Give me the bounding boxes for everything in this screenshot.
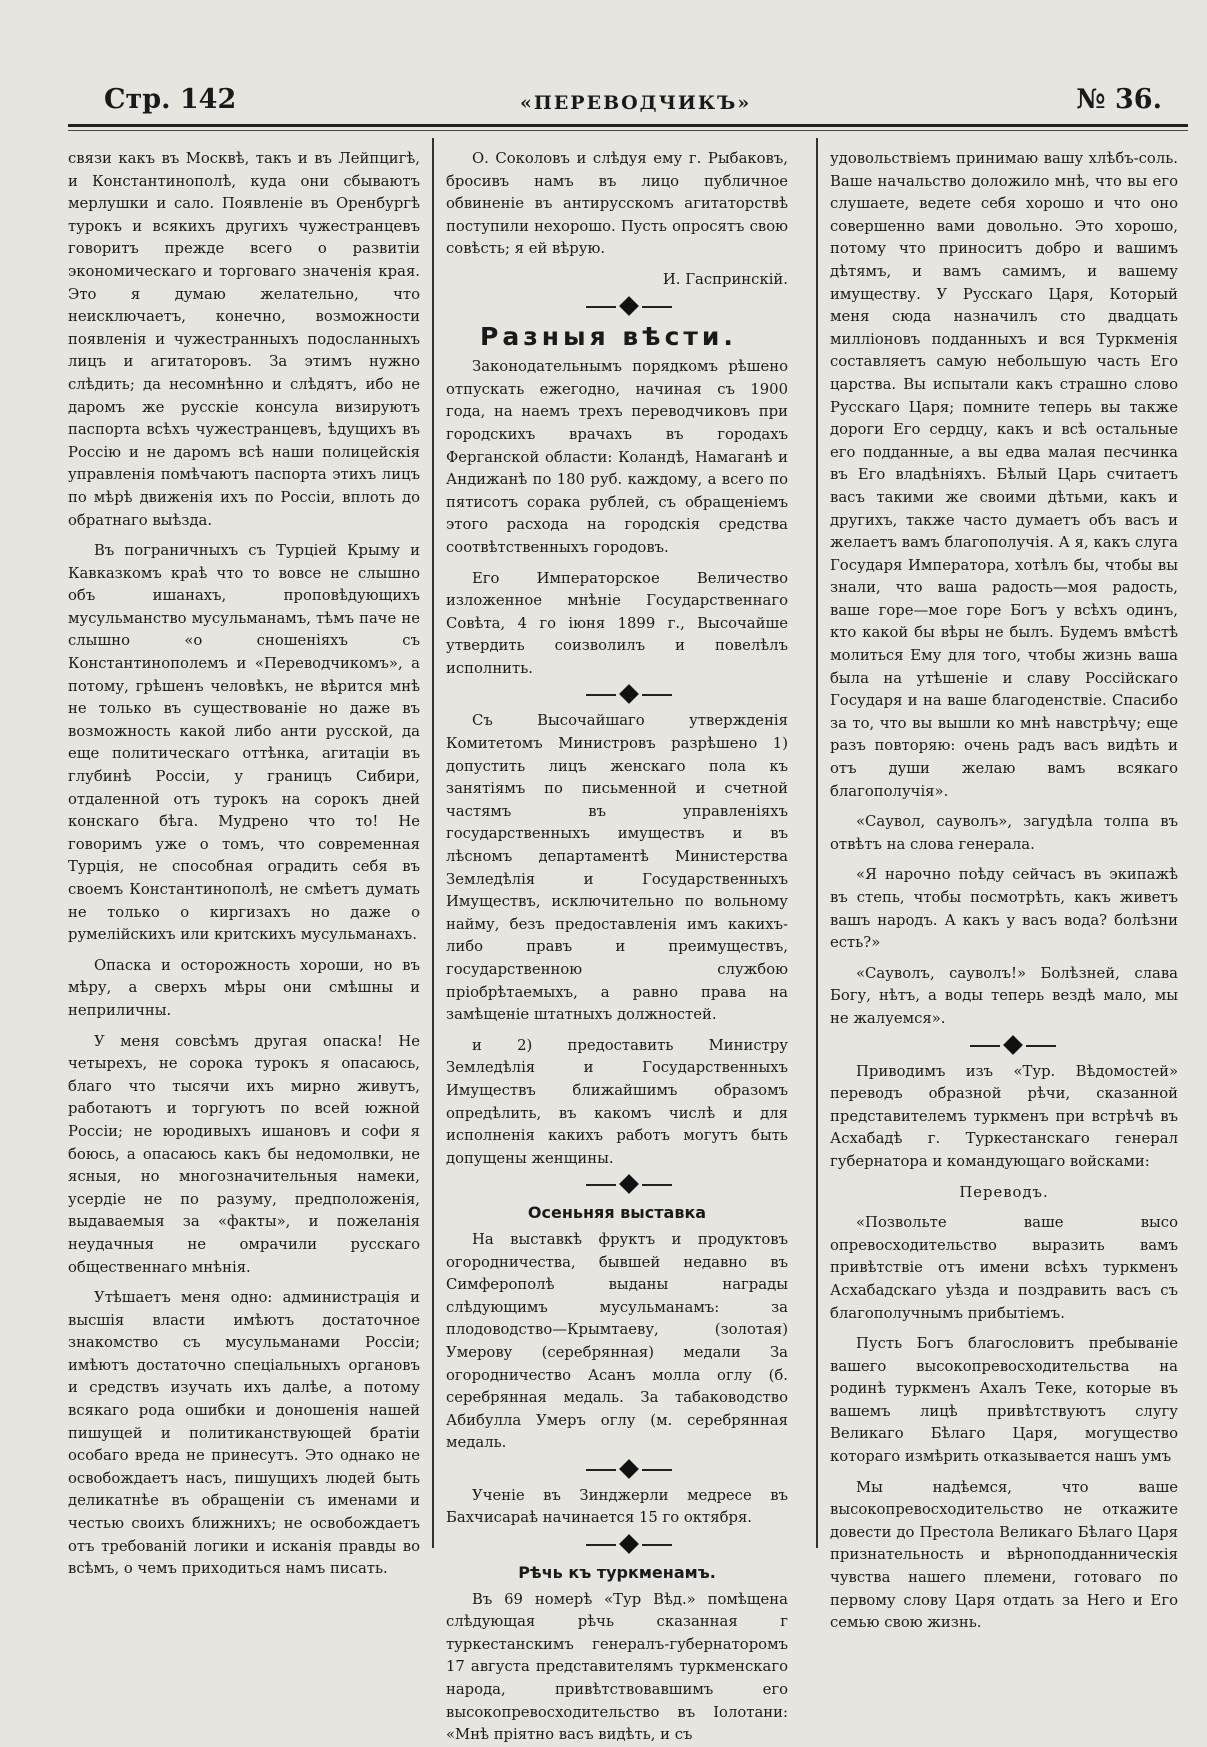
- paragraph: Приводимъ изъ «Тур. Вѣдомостей» переводъ образной рѣчи, сказанной представителемъ туркменъ при встрѣчѣ въ Асхабадѣ г. Туркестанскаго генерал губернатора и командующаго войсками:: [830, 1062, 1178, 1170]
- column-divider-2: [816, 138, 818, 1548]
- paragraph: удовольствіемъ принимаю вашу хлѣбъ-соль. Ваше начальство доложило мнѣ, что вы его слушаете, ведете себя хорошо и что оно совершенно вами довольно. Это хорошо, потому что приноситъ добро и вашимъ дѣтямъ, и вамъ самимъ, и вашему имуществу. У Русскаго Царя, Который меня сюда назначилъ сто двадцать милліоновъ подданныхъ и вся Туркменія составляетъ самую небольшую часть Его царства. Вы испытали какъ страшно слово Русскаго Царя; помните теперь вы также дороги Его сердцу, какъ и всѣ остальные его подданные, а вы едва малая песчинка въ Его владѣніяхъ. Бѣлый Царь считаетъ васъ такими же своими дѣтьми, какъ и другихъ, также часто думаетъ объ васъ и желаетъ вамъ благополучія. А я, какъ слуга Государя Императора, хотѣлъ бы, чтобы вы знали, что ваша радость—моя радость, ваше горе—мое горе Богъ у всѣхъ одинъ, кто какой бы вѣры не былъ. Будемъ вмѣстѣ молиться Ему для того, чтобы жизнь ваша была на утѣшеніе и славу Россійскаго Государя и на ваше благоденствіе. Спасибо за то, что вы вышли ко мнѣ навстрѣчу; еще разъ повторяю: очень радъ васъ видѣть и отъ души желаю вамъ всякаго благополучія».: [830, 150, 1178, 800]
- article-heading: Осеньняя выставка: [527, 1203, 707, 1223]
- paragraph: Мы надѣемся, что ваше высокопревосходительство не откажите довести до Престола Великаго Бѣлаго Царя признательность и вѣрноподданническія чувства нашего племени, готоваго по первому слову Царя отдать за Него и Его семью свою жизнь.: [830, 1478, 1178, 1632]
- translation-label: Переводъ.: [959, 1183, 1049, 1201]
- signature: И. Гаспринскій.: [662, 270, 788, 288]
- paragraph: «Саувол, сауволъ», загудѣла толпа въ отвѣтъ на слова генерала.: [830, 813, 1178, 853]
- issue-number: № 36.: [1076, 84, 1162, 115]
- column-2: [446, 148, 788, 1747]
- paragraph: О. Соколовъ и слѣдуя ему г. Рыбаковъ, бросивъ намъ въ лицо публичное обвиненіе въ антирусскомъ агитаторствѣ поступили нехорошо. Пусть опросятъ свою совѣсть; я ей вѣрую.: [446, 150, 788, 258]
- paragraph: Законодательнымъ порядкомъ рѣшено отпускать ежегодно, начиная съ 1900 года, на наемъ трехъ переводчиковъ при городскихъ врачахъ въ городахъ Ферганской области: Коландѣ, Намаганѣ и Андижанѣ по 180 руб. каждому, а всего по пятисотъ сорака рублей, съ обращеніемъ этого расхода на городскія средства соотвѣтственныхъ городовъ.: [446, 358, 788, 556]
- paragraph: Съ Высочайшаго утвержденія Комитетомъ Министровъ разрѣшено 1) допустить лицъ женскаго пола къ занятіямъ по письменной и счетной частямъ въ управленіяхъ государственныхъ имуществъ и въ лѣсномъ департаментѣ Министерства Земледѣлія и Государственныхъ Имуществъ, исключительно по вольному найму, безъ предоставленія имъ какихъ-либо правъ и преимуществъ, государственною службою пріобрѣтаемыхъ, а равно права на замѣщеніе штатныхъ должностей.: [446, 712, 788, 1024]
- paragraph: «Я нарочно поѣду сейчасъ въ экипажѣ въ степь, чтобы посмотрѣть, какъ живетъ вашъ народъ. А какъ у васъ вода? болѣзни есть?»: [830, 866, 1178, 952]
- ornament-divider: [446, 294, 788, 320]
- ornament-divider: [446, 1532, 788, 1558]
- paragraph: Утѣшаетъ меня одно: администрація и высшія власти имѣютъ достаточное знакомство съ мусульманами Россіи; имѣютъ достаточно спеціальныхъ органовъ и средствъ изучать ихъ далѣе, а потому всякаго рода ошибки и доношенія нашей пишущей и политиканствующей братіи особаго вреда не принесутъ. Это однако не освобождаетъ насъ, пишущихъ людей быть деликатнѣе въ обращеніи съ именами и честью своихъ ближнихъ; не освобождаетъ отъ требованій логики и исканія правды во всѣмъ, о чемъ приходиться намъ писать.: [68, 1289, 420, 1578]
- section-title: Разныя вѣсти.: [480, 321, 737, 351]
- paragraph: Въ 69 номерѣ «Тур Вѣд.» помѣщена слѣдующая рѣчь сказанная г туркестанскимъ генералъ-губернаторомъ 17 августа представителямъ туркменскаго народа, привѣтствовавшимъ его высокопревосходительство въ Іолотани: «Мнѣ пріятно васъ видѣть, и съ: [446, 1590, 788, 1744]
- paragraph: У меня совсѣмъ другая опаска! Не четырехъ, не сорока турокъ я опасаюсь, благо что тысячи ихъ мирно живутъ, работаютъ и торгуютъ по всей южной Россіи; не юродивыхъ ишановъ и софи я боюсь, а опасаюсь какъ бы недомолвки, не ясныя, но многозначительныя намеки, усердіе не по разуму, предположенія, выдаваемыя за «факты», и пожеланія неудачныя не омрачили русскаго общественнаго мнѣнія.: [68, 1032, 420, 1276]
- page-header: [100, 78, 1170, 124]
- ornament-divider: [446, 682, 788, 708]
- paragraph: и 2) предоставить Министру Земледѣлія и Государственныхъ Имуществъ ближайшимъ образомъ опредѣлить, въ какомъ числѣ и для исполненія какихъ работъ могутъ быть допущены женщины.: [446, 1036, 788, 1167]
- column-1: [68, 148, 420, 1581]
- paragraph: «Позвольте ваше высо опревосходительство выразить вамъ привѣтствіе отъ имени всѣхъ туркменъ Асхабадскаго уѣзда и поздравить васъ съ благополучнымъ прибытіемъ.: [830, 1214, 1178, 1322]
- paragraph: Ученіе въ Зинджерли медресе въ Бахчисараѣ начинается 15 го октября.: [446, 1486, 788, 1527]
- header-rule: [68, 124, 1188, 127]
- ornament-divider: [830, 1033, 1178, 1059]
- paragraph: связи какъ въ Москвѣ, такъ и въ Лейпцигѣ, и Константинополѣ, куда они сбываютъ мерлушки и сало. Появленіе въ Оренбургѣ турокъ и всякихъ другихъ чужестранцевъ говоритъ прежде всего о развитіи экономическаго и торговаго значенія края. Это я думаю желательно, что неисключаетъ, конечно, возможности появленія и чужестранныхъ подосланныхъ лицъ и агитаторовъ. За этимъ нужно слѣдить; да несомнѣнно и слѣдятъ, ибо не даромъ же русскіе консула визируютъ паспорта всѣхъ чужестранцевъ, ѣдущихъ въ Россію и не даромъ всѣ наши полицейскія управленія помѣчаютъ паспорта этихъ лицъ по мѣрѣ движенія ихъ по Россіи, вплоть до обратнаго выѣзда.: [68, 150, 420, 529]
- article-heading: Рѣчь къ туркменамъ.: [518, 1563, 716, 1583]
- newspaper-title: «ПЕРЕВОДЧИКЪ»: [520, 92, 752, 114]
- paragraph: «Сауволъ, сауволъ!» Болѣзней, слава Богу, нѣтъ, а воды теперь вездѣ мало, мы не жалуемся».: [830, 964, 1178, 1027]
- paragraph: Его Императорское Величество изложенное мнѣніе Государственнаго Совѣта, 4 го іюня 1899 г., Высочайше утвердить соизволилъ и повелѣлъ исполнить.: [446, 569, 788, 677]
- header-rule-thin: [68, 130, 1188, 131]
- paragraph: На выставкѣ фруктъ и продуктовъ огородничества, бывшей недавно въ Симферополѣ выданы награды слѣдующимъ мусульманамъ: за плодоводство—Крымтаеву, (золотая) Умерову (серебрянная) медали За огородничество Асанъ молла оглу (б. серебрянная медаль. За табаководство Абибулла Умеръ оглу (м. серебрянная медаль.: [446, 1230, 788, 1452]
- column-divider-1: [432, 138, 434, 1548]
- ornament-divider: [446, 1457, 788, 1483]
- page-number: Стр. 142: [104, 84, 237, 115]
- column-3: [830, 148, 1178, 1635]
- paragraph: Опаска и осторожность хороши, но въ мѣру, а сверхъ мѣры они смѣшны и неприличны.: [68, 956, 420, 1019]
- paragraph: Въ пограничныхъ съ Турціей Крыму и Кавказкомъ краѣ что то вовсе не слышно объ ишанахъ, проповѣдующихъ мусульманство мусульманамъ, тѣмъ паче не слышно «о сношеніяхъ съ Константинополемъ и «Переводчикомъ», а потому, грѣшенъ человѣкъ, не вѣрится мнѣ не только въ существованіе но даже въ возможность какой либо анти русской, да еще политическаго оттѣнка, агитаціи въ глубинѣ Россіи, у границъ Сибири, отдаленной отъ турокъ на сорокъ дней конскаго бѣга. Мудрено что то! Не говоримъ уже о томъ, что современная Турція, не способная оградить себя въ своемъ Константинополѣ, не смѣетъ думать не только о киргизахъ но даже о румелійскихъ или критскихъ мусульманахъ.: [68, 542, 420, 944]
- paragraph: Пусть Богъ благословитъ пребываніе вашего высокопревосходительства на родинѣ туркменъ Ахалъ Теке, которые въ вашемъ лицѣ привѣтствуютъ слугу Великаго Бѣлаго Царя, могущество котораго измѣрить отказывается нашъ умъ: [830, 1335, 1178, 1466]
- ornament-divider: [446, 1172, 788, 1198]
